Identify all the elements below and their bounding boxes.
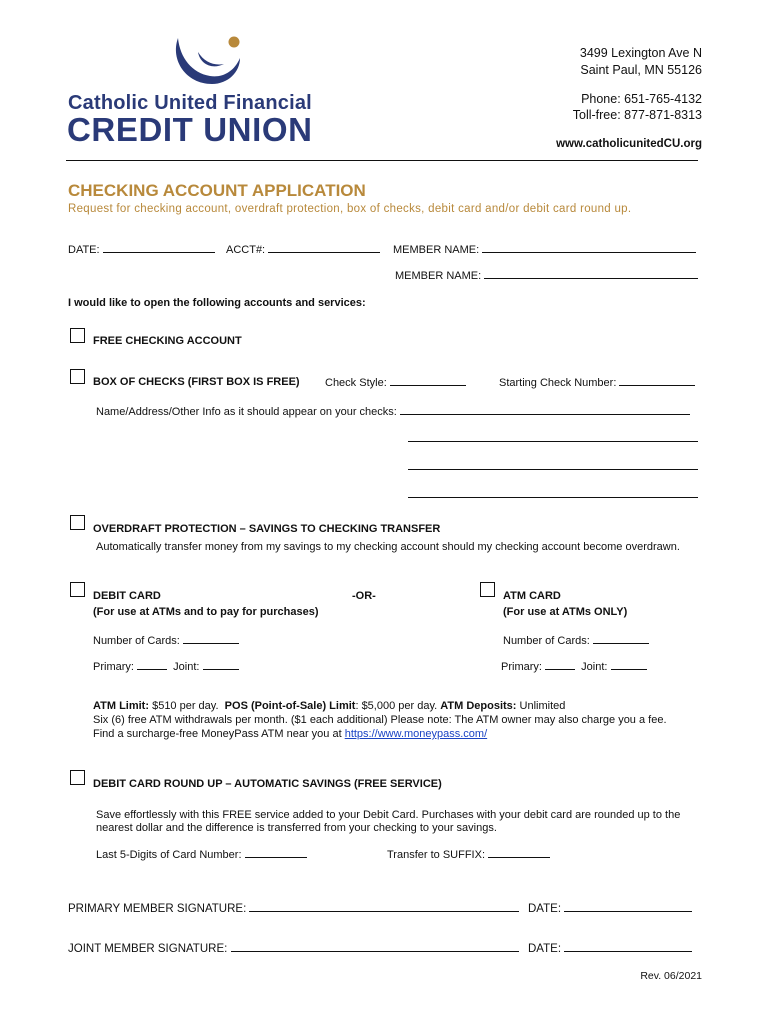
date-label: DATE:	[68, 244, 100, 256]
primary-date-field[interactable]	[528, 902, 692, 915]
check-info-blank-4[interactable]	[408, 488, 698, 498]
debit-card-checkbox[interactable]	[70, 582, 85, 597]
overdraft-checkbox[interactable]	[70, 515, 85, 530]
address-line1: 3499 Lexington Ave N	[579, 46, 702, 60]
pos-limit-label: POS (Point-of-Sale) Limit	[224, 700, 356, 712]
debit-primary-joint[interactable]	[93, 660, 239, 673]
limits-line2: Six (6) free ATM withdrawals per month. ($1 each additional) Please note: The ATM owner may also charge you a fee.	[93, 714, 667, 726]
overdraft-label: OVERDRAFT PROTECTION – SAVINGS TO CHECKING TRANSFER	[93, 523, 441, 535]
starting-check-blank[interactable]	[619, 376, 695, 386]
free-checking-label: FREE CHECKING ACCOUNT	[93, 335, 242, 347]
last5-field[interactable]	[96, 848, 307, 861]
revision: Rev. 06/2021	[640, 970, 702, 982]
acct-label: ACCT#:	[226, 244, 266, 256]
member-name-blank[interactable]	[482, 243, 696, 253]
check-info-field[interactable]	[96, 405, 690, 418]
primary-date-blank[interactable]	[564, 902, 692, 912]
member-name-field[interactable]	[393, 243, 696, 256]
round-up-desc-1: Save effortlessly with this FREE service added to your Debit Card. Purchases with your debit card are rounded up to the	[96, 809, 681, 821]
logo-line2: CREDIT UNION	[67, 111, 313, 148]
primary-date-label: DATE:	[528, 903, 562, 915]
atm-joint-blank[interactable]	[611, 660, 647, 670]
toll-free: Toll-free: 877-871-8313	[572, 108, 702, 122]
member-name2-blank[interactable]	[484, 269, 698, 279]
starting-check-field[interactable]	[499, 376, 695, 389]
check-info-blank-3[interactable]	[408, 460, 698, 470]
debit-primary-label: Primary:	[93, 661, 134, 673]
joint-date-field[interactable]	[528, 942, 692, 955]
debit-joint-label: Joint:	[173, 661, 200, 673]
or-separator: -OR-	[352, 590, 376, 602]
debit-card-label: DEBIT CARD	[93, 590, 161, 602]
box-of-checks-label: BOX OF CHECKS (FIRST BOX IS FREE)	[93, 376, 300, 388]
acct-field[interactable]	[226, 243, 380, 256]
member-name-label: MEMBER NAME:	[393, 244, 480, 256]
suffix-blank[interactable]	[488, 848, 550, 858]
atm-limit-label: ATM Limit:	[93, 700, 150, 712]
atm-cards-count-blank[interactable]	[593, 634, 649, 644]
atm-card-label: ATM CARD	[503, 590, 561, 602]
atm-deposits-value: Unlimited	[519, 700, 566, 712]
check-style-field[interactable]	[325, 376, 466, 389]
check-info-label: Name/Address/Other Info as it should appear on your checks:	[96, 406, 397, 418]
check-style-blank[interactable]	[390, 376, 466, 386]
joint-date-blank[interactable]	[564, 942, 692, 952]
logo-line1: Catholic United Financial	[68, 92, 312, 114]
moneypass-text: Find a surcharge-free MoneyPass ATM near you at	[93, 728, 342, 740]
phone: Phone: 651-765-4132	[581, 92, 702, 106]
last5-label: Last 5-Digits of Card Number:	[96, 849, 242, 861]
check-info-blank-2[interactable]	[408, 432, 698, 442]
page-subtitle: Request for checking account, overdraft protection, box of checks, debit card and/or debit card round up.	[68, 203, 632, 215]
primary-signature-blank[interactable]	[249, 902, 519, 912]
limits-line1	[93, 700, 565, 712]
atm-primary-joint[interactable]	[501, 660, 647, 673]
primary-signature-field[interactable]	[68, 902, 519, 915]
website: www.catholicunitedCU.org	[556, 138, 702, 150]
debit-joint-blank[interactable]	[203, 660, 239, 670]
joint-signature-label: JOINT MEMBER SIGNATURE:	[68, 943, 228, 955]
atm-primary-label: Primary:	[501, 661, 542, 673]
box-of-checks-checkbox[interactable]	[70, 369, 85, 384]
debit-card-sub: (For use at ATMs and to pay for purchases)	[93, 606, 319, 618]
date-blank[interactable]	[103, 243, 215, 253]
suffix-label: Transfer to SUFFIX:	[387, 849, 486, 861]
atm-primary-blank[interactable]	[545, 660, 575, 670]
atm-card-sub: (For use at ATMs ONLY)	[503, 606, 628, 618]
limits-line3	[93, 728, 487, 740]
acct-blank[interactable]	[268, 243, 380, 253]
moneypass-link[interactable]: https://www.moneypass.com/	[344, 728, 488, 740]
starting-check-label: Starting Check Number:	[499, 377, 617, 389]
atm-cards-count-label: Number of Cards:	[503, 635, 590, 647]
debit-cards-count-field[interactable]	[93, 634, 239, 647]
atm-cards-count-field[interactable]	[503, 634, 649, 647]
round-up-checkbox[interactable]	[70, 770, 85, 785]
atm-card-checkbox[interactable]	[480, 582, 495, 597]
overdraft-description: Automatically transfer money from my savings to my checking account should my checking account become overdrawn.	[96, 541, 680, 553]
joint-signature-blank[interactable]	[231, 942, 519, 952]
free-checking-checkbox[interactable]	[70, 328, 85, 343]
joint-date-label: DATE:	[528, 943, 562, 955]
suffix-field[interactable]	[387, 848, 550, 861]
debit-primary-blank[interactable]	[137, 660, 167, 670]
round-up-label: DEBIT CARD ROUND UP – AUTOMATIC SAVINGS (FREE SERVICE)	[93, 778, 442, 790]
date-field[interactable]	[68, 243, 215, 256]
intro-text: I would like to open the following accounts and services:	[68, 297, 366, 309]
page-title: CHECKING ACCOUNT APPLICATION	[68, 181, 366, 200]
member-name2-field[interactable]	[395, 269, 698, 282]
round-up-desc-2: nearest dollar and the difference is transferred from your checking to your savings.	[96, 822, 497, 834]
atm-joint-label: Joint:	[581, 661, 608, 673]
debit-cards-count-label: Number of Cards:	[93, 635, 180, 647]
header-divider	[66, 160, 698, 161]
check-style-label: Check Style:	[325, 377, 387, 389]
pos-limit-value: : $5,000 per day.	[355, 700, 438, 712]
last5-blank[interactable]	[245, 848, 307, 858]
atm-limit-value: $510 per day.	[152, 700, 219, 712]
debit-cards-count-blank[interactable]	[183, 634, 239, 644]
address-line2: Saint Paul, MN 55126	[580, 63, 702, 77]
check-info-blank-1[interactable]	[400, 405, 690, 415]
primary-signature-label: PRIMARY MEMBER SIGNATURE:	[68, 903, 247, 915]
logo-swoosh-icon	[168, 32, 248, 90]
member-name2-label: MEMBER NAME:	[395, 270, 482, 282]
joint-signature-field[interactable]	[68, 942, 519, 955]
atm-deposits-label: ATM Deposits:	[440, 700, 517, 712]
